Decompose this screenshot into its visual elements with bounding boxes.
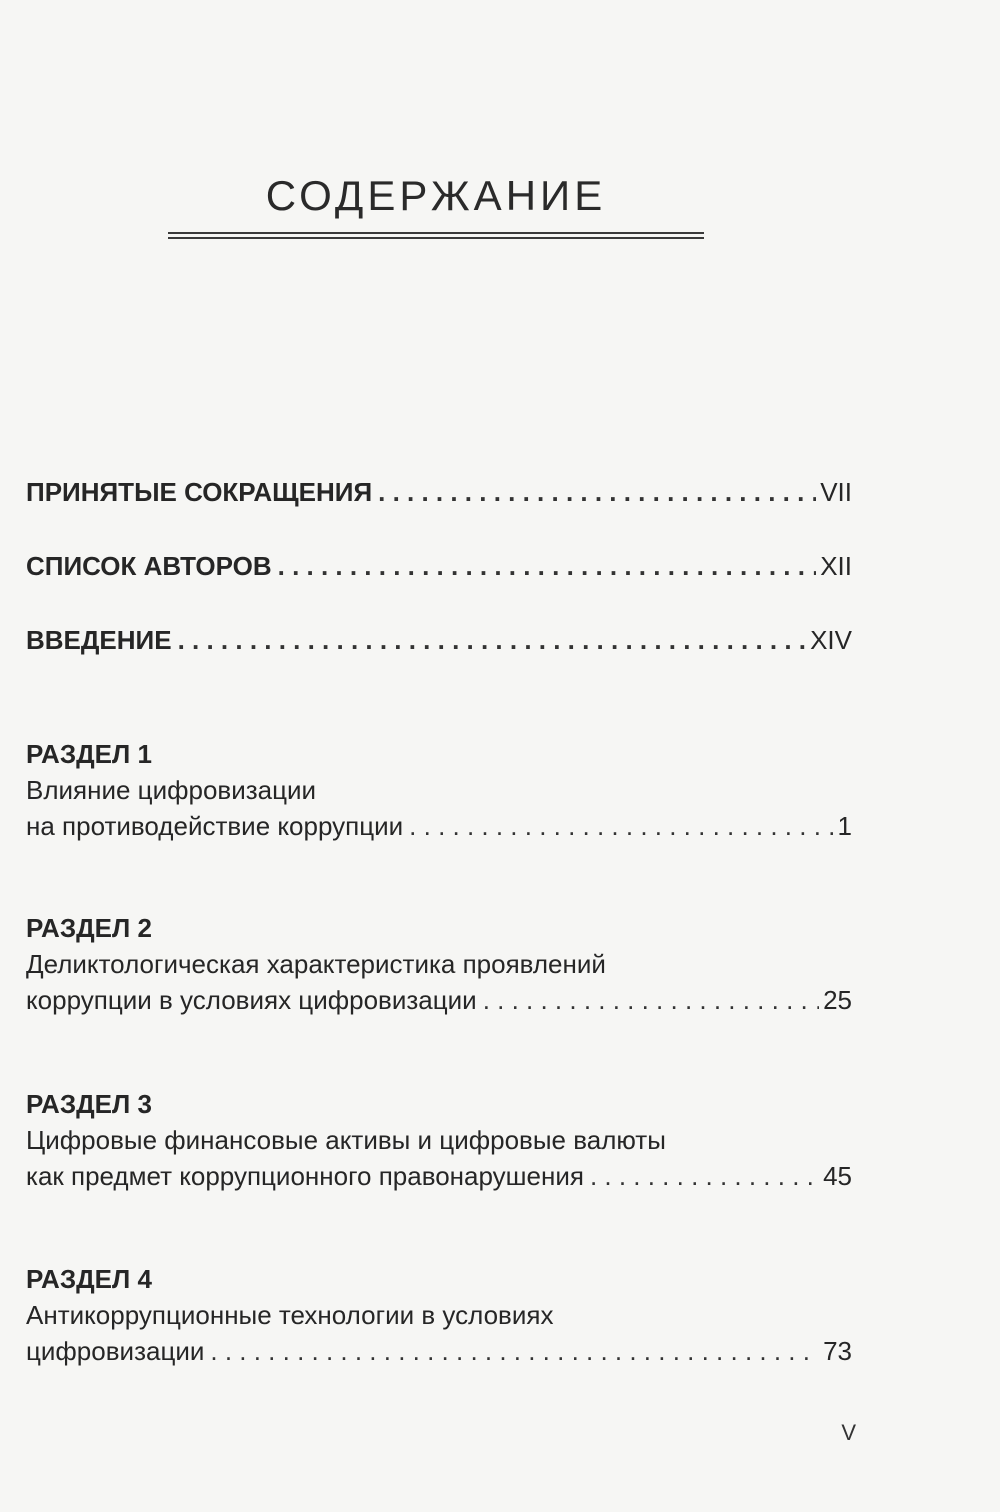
leader-dots — [178, 622, 807, 658]
toc-page-number: 25 — [823, 985, 852, 1015]
toc-section-1[interactable] — [26, 736, 852, 844]
leader-dots — [378, 474, 816, 510]
section-title-line: цифровизации — [26, 1336, 205, 1366]
toc-entry-label: СПИСОК АВТОРОВ — [26, 551, 272, 581]
toc-page-number: XIV — [810, 625, 852, 655]
section-heading: РАЗДЕЛ 3 — [26, 1089, 152, 1119]
page-title: СОДЕРЖАНИЕ — [265, 172, 607, 219]
toc-section-3[interactable] — [26, 1086, 852, 1194]
leader-dots — [483, 982, 819, 1018]
leader-dots — [210, 1333, 819, 1369]
leader-dots — [278, 548, 817, 584]
title-underline — [168, 232, 704, 239]
section-title-line: на противодействие коррупции — [26, 811, 404, 841]
section-heading: РАЗДЕЛ 4 — [26, 1264, 152, 1294]
toc-entry-abbreviations[interactable] — [26, 474, 852, 510]
leader-dots — [409, 808, 833, 844]
section-title-line: коррупции в условиях цифровизации — [26, 985, 477, 1015]
toc-entry-introduction[interactable] — [26, 622, 852, 658]
toc-entry-label: ПРИНЯТЫЕ СОКРАЩЕНИЯ — [26, 477, 373, 507]
toc-page-number: XII — [820, 551, 852, 581]
toc-section-4[interactable] — [26, 1261, 852, 1369]
toc-entry-authors[interactable] — [26, 548, 852, 584]
leader-dots — [590, 1158, 819, 1194]
toc-page-number: VII — [820, 477, 852, 507]
section-title-line: Влияние цифровизации — [26, 775, 317, 805]
section-heading: РАЗДЕЛ 1 — [26, 739, 152, 769]
section-title-line: Цифровые финансовые активы и цифровые валюты — [26, 1125, 666, 1155]
toc-page-number: 1 — [837, 811, 852, 841]
section-title-line: Деликтологическая характеристика проявлений — [26, 949, 606, 979]
toc-page-number: 73 — [823, 1336, 852, 1366]
section-title-line: как предмет коррупционного правонарушения — [26, 1161, 584, 1191]
section-heading: РАЗДЕЛ 2 — [26, 913, 152, 943]
toc-entry-label: ВВЕДЕНИЕ — [26, 625, 172, 655]
section-title-line: Антикоррупционные технологии в условиях — [26, 1300, 554, 1330]
toc-page-number: 45 — [823, 1161, 852, 1191]
toc-section-2[interactable] — [26, 910, 852, 1018]
page-folio: V — [841, 1420, 856, 1445]
